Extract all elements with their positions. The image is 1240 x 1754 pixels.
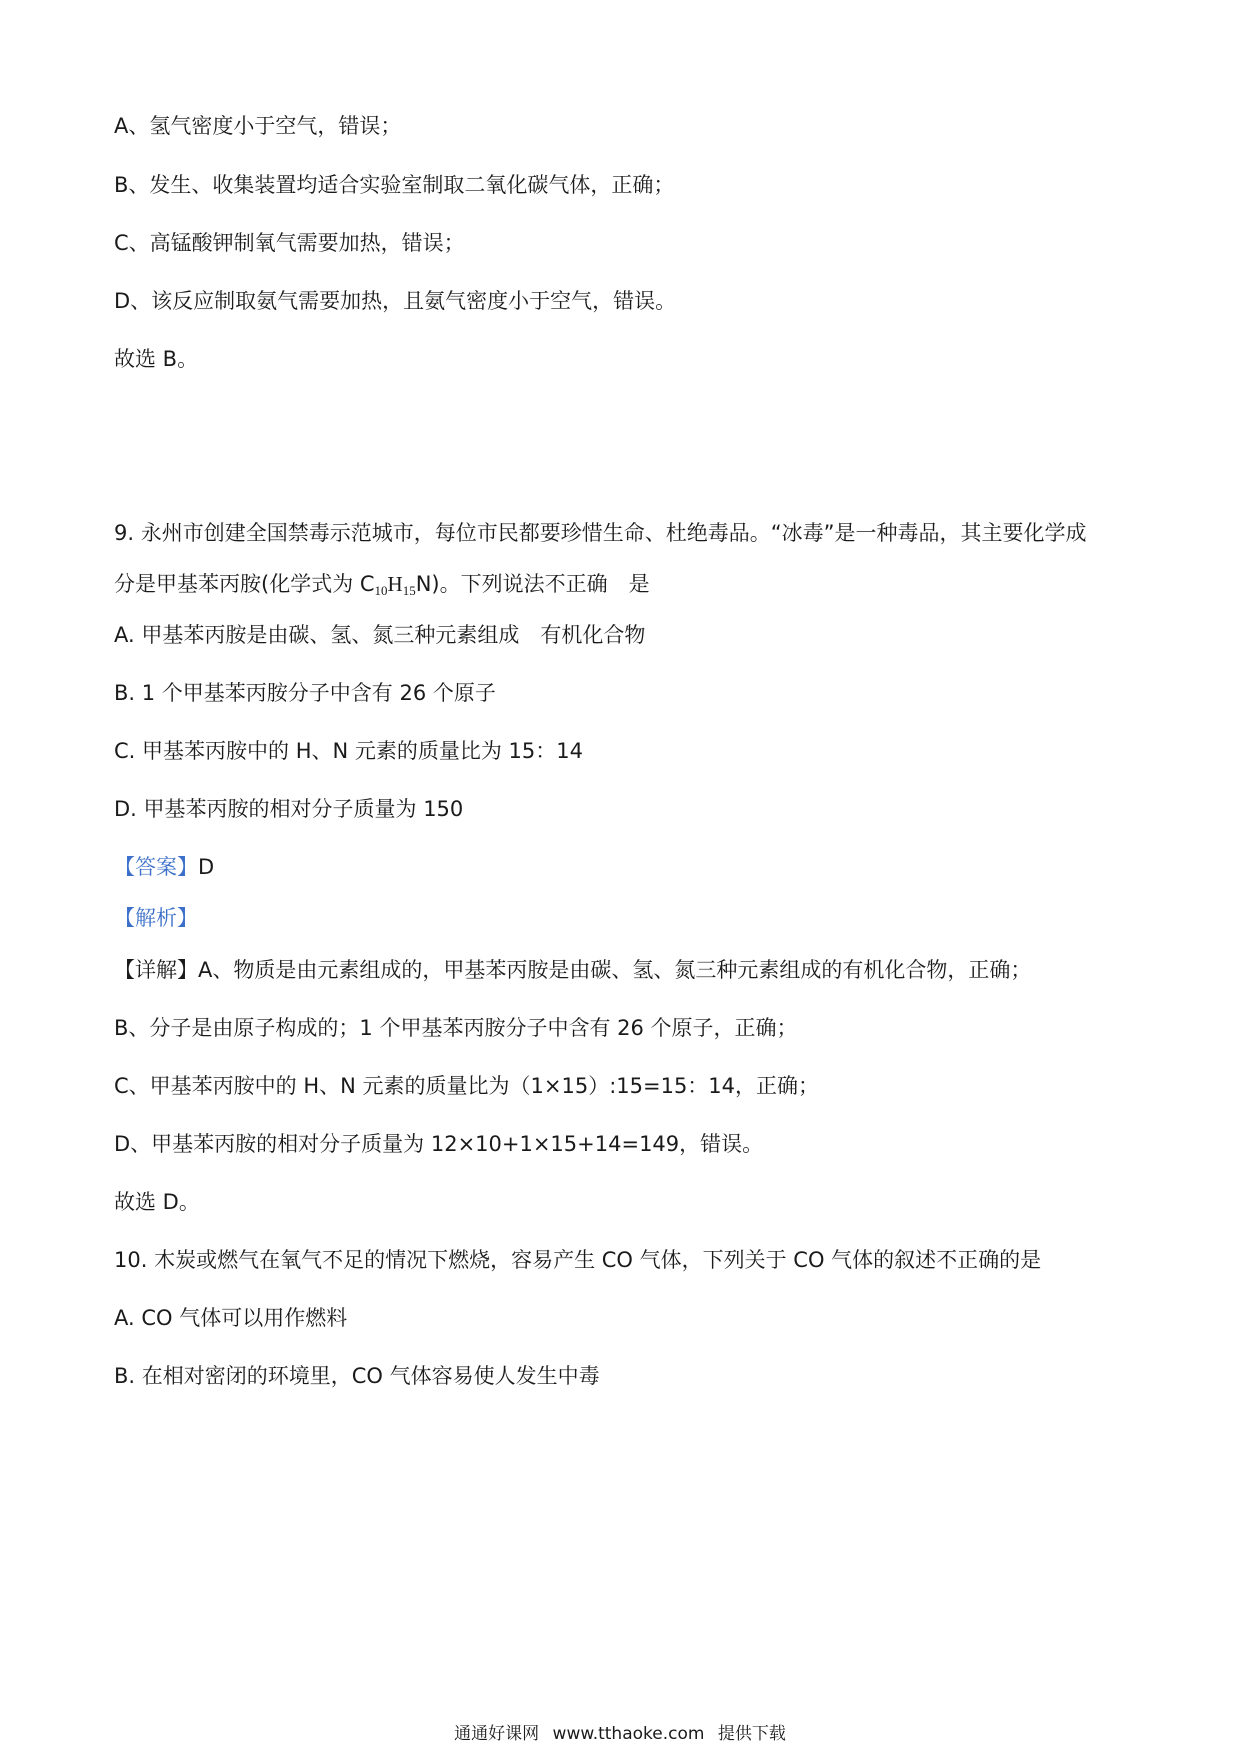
q10-stem: 10. 木炭或燃气在氧气不足的情况下燃烧，容易产生 CO 气体，下列关于 CO 气体的叙述不正确的是 <box>114 1248 1042 1272</box>
detail-label: 【详解】 <box>114 958 198 982</box>
analysis-label: 【解析】 <box>114 906 198 930</box>
q9-stem-suffix: N)。下列说法不正确 是 <box>415 572 650 596</box>
q10-option-a: A. CO 气体可以用作燃料 <box>114 1306 348 1330</box>
q9-detail-a <box>114 955 1031 985</box>
q10-option-b: B. 在相对密闭的环境里，CO 气体容易使人发生中毒 <box>114 1364 600 1388</box>
prev-analysis-b: B、发生、收集装置均适合实验室制取二氧化碳气体，正确； <box>114 173 675 197</box>
q9-stem-line1: 9. 永州市创建全国禁毒示范城市，每位市民都要珍惜生命、杜绝毒品。“冰毒”是一种毒品，其主要化学成 <box>114 521 1087 545</box>
footer-url[interactable]: www.tthaoke.com <box>552 1724 705 1744</box>
q9-detail-b: B、分子是由原子构成的；1 个甲基苯丙胺分子中含有 26 个原子，正确； <box>114 1016 798 1040</box>
q9-option-d: D. 甲基苯丙胺的相对分子质量为 150 <box>114 797 464 821</box>
formula-h: H <box>387 572 403 596</box>
formula-subscript-h: 15 <box>402 583 416 598</box>
prev-conclusion: 故选 B。 <box>114 347 199 371</box>
q9-option-c: C. 甲基苯丙胺中的 H、N 元素的质量比为 15：14 <box>114 739 583 763</box>
q9-stem-line2 <box>114 569 650 599</box>
formula-subscript-c: 10 <box>374 583 388 598</box>
answer-value: D <box>198 855 215 879</box>
prev-analysis-d: D、该反应制取氨气需要加热，且氨气密度小于空气，错误。 <box>114 289 677 313</box>
answer-label: 【答案】 <box>114 855 198 879</box>
q9-option-b: B. 1 个甲基苯丙胺分子中含有 26 个原子 <box>114 681 496 705</box>
q9-stem-prefix: 分是甲基苯丙胺(化学式为 C <box>114 572 375 596</box>
q9-answer <box>114 852 214 882</box>
footer-site-name: 通通好课网 <box>454 1724 540 1744</box>
q9-option-a: A. 甲基苯丙胺是由碳、氢、氮三种元素组成 有机化合物 <box>114 623 646 647</box>
q9-detail-d: D、甲基苯丙胺的相对分子质量为 12×10+1×15+14=149，错误。 <box>114 1132 764 1156</box>
page-footer <box>0 1722 1240 1746</box>
q9-conclusion: 故选 D。 <box>114 1190 200 1214</box>
prev-analysis-c: C、高锰酸钾制氧气需要加热，错误； <box>114 231 465 255</box>
q9-detail-c: C、甲基苯丙胺中的 H、N 元素的质量比为（1×15）:15=15：14，正确； <box>114 1074 820 1098</box>
detail-a-text: A、物质是由元素组成的，甲基苯丙胺是由碳、氢、氮三种元素组成的有机化合物，正确； <box>198 958 1032 982</box>
prev-analysis-a: A、氢气密度小于空气，错误； <box>114 114 402 138</box>
q9-analysis-heading <box>114 903 198 933</box>
footer-suffix: 提供下载 <box>717 1724 786 1744</box>
